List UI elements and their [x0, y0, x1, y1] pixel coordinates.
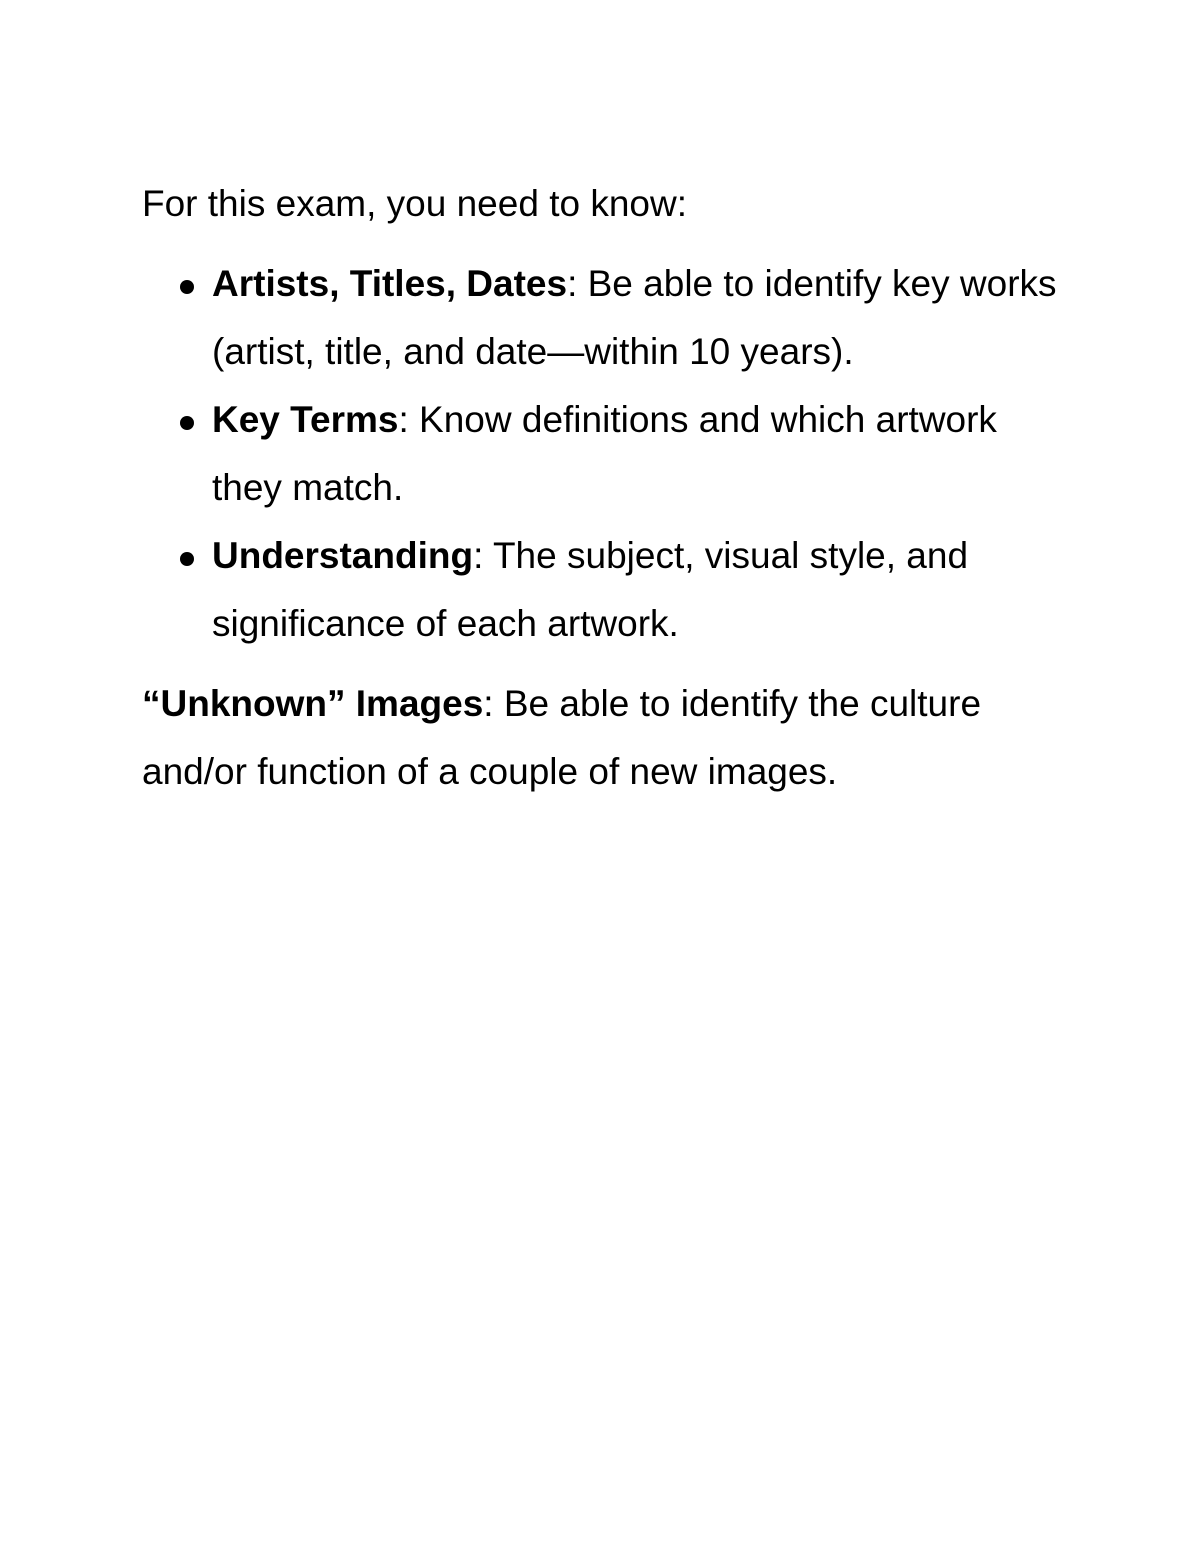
requirements-list — [142, 250, 1072, 658]
intro-text: For this exam, you need to know: — [142, 183, 687, 224]
list-item-understanding — [212, 522, 1072, 658]
bullet-icon — [180, 552, 194, 566]
term-label: Understanding — [212, 535, 474, 576]
list-item-artists-titles-dates — [212, 250, 1072, 386]
term-description: : The subject, visual style, and significance of each artwork. — [212, 535, 969, 644]
document-body — [142, 170, 1072, 806]
term-label: Key Terms — [212, 399, 399, 440]
term-description: : Know definitions and which artwork they match. — [212, 399, 997, 508]
list-item-key-terms — [212, 386, 1072, 522]
term-description: : Be able to identify the culture and/or function of a couple of new images. — [142, 683, 982, 792]
term-description: : Be able to identify key works (artist, title, and date—within 10 years). — [212, 263, 1057, 372]
bullet-icon — [180, 280, 194, 294]
bullet-icon — [180, 416, 194, 430]
term-label: “Unknown” Images — [142, 683, 484, 724]
unknown-images-paragraph — [142, 670, 1072, 806]
term-label: Artists, Titles, Dates — [212, 263, 568, 304]
